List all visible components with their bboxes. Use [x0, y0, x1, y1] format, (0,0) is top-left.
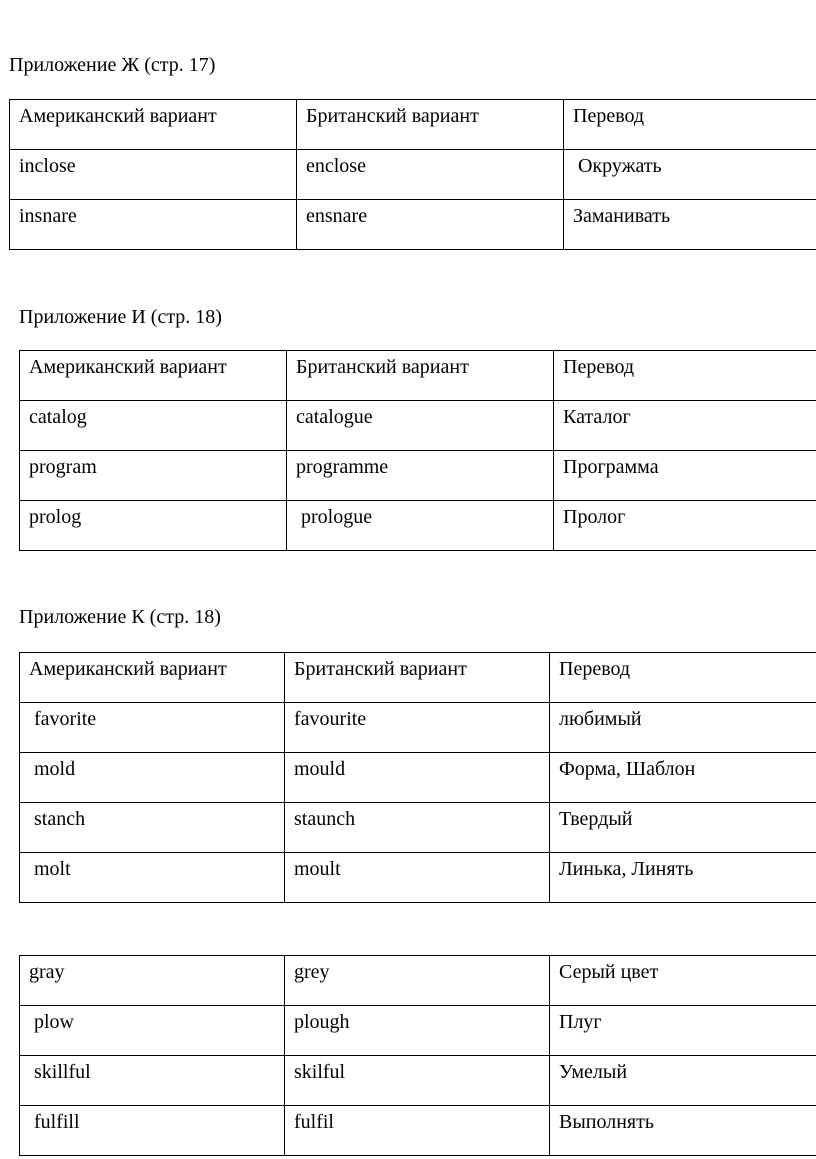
table-cell: [285, 803, 550, 853]
table-cell: [287, 401, 554, 451]
table-cell: [554, 501, 816, 551]
extra-word-table: [19, 955, 816, 1156]
cell-text: Каталог: [563, 406, 631, 428]
header-label: Перевод: [563, 356, 635, 378]
header-label: Перевод: [559, 658, 631, 680]
table-cell: [285, 1056, 550, 1106]
cell-text: Программа: [563, 456, 659, 478]
cell-text: mould: [294, 758, 346, 780]
table-cell: [285, 853, 550, 903]
header-cell-american: [10, 100, 297, 150]
header-label: Американский вариант: [19, 105, 217, 127]
cell-text: prologue: [296, 506, 373, 528]
table-header-row: [20, 351, 816, 401]
header-cell-translation: [550, 653, 816, 703]
table-row: [20, 753, 816, 803]
header-label: Американский вариант: [29, 658, 227, 680]
table-cell: [550, 753, 816, 803]
table-cell: [20, 1006, 285, 1056]
cell-text: grey: [294, 961, 330, 983]
cell-text: insnare: [19, 205, 77, 227]
table-cell: [20, 501, 287, 551]
table-cell: [297, 200, 564, 250]
cell-text: stanch: [29, 808, 86, 830]
table-cell: [554, 401, 816, 451]
table-cell: [550, 1056, 816, 1106]
cell-text: fulfill: [29, 1111, 80, 1133]
table-row: [20, 1106, 816, 1156]
table-row: [20, 1056, 816, 1106]
cell-text: Умелый: [559, 1061, 628, 1083]
table-cell: [287, 451, 554, 501]
cell-text: ensnare: [306, 205, 368, 227]
cell-text: fulfil: [294, 1111, 334, 1133]
cell-text: program: [29, 456, 97, 478]
table-cell: [564, 200, 816, 250]
table-cell: [20, 753, 285, 803]
table-cell: [285, 956, 550, 1006]
table-cell: [285, 753, 550, 803]
cell-text: Заманивать: [573, 205, 671, 227]
table-row: [10, 200, 816, 250]
cell-text: inclose: [19, 155, 76, 177]
table-cell: [20, 1056, 285, 1106]
cell-text: moult: [294, 858, 341, 880]
table-cell: [297, 150, 564, 200]
appendix-i-title: Приложение И (стр. 18): [19, 306, 222, 328]
cell-text: plough: [294, 1011, 350, 1033]
cell-text: catalog: [29, 406, 87, 428]
cell-text: Выполнять: [559, 1111, 654, 1133]
cell-text: любимый: [559, 708, 642, 730]
table-cell: [20, 803, 285, 853]
table-cell: [550, 956, 816, 1006]
table-cell: [285, 1006, 550, 1056]
appendix-k-title: Приложение К (стр. 18): [19, 606, 221, 628]
cell-text: skillful: [29, 1061, 91, 1083]
table-row: [20, 451, 816, 501]
header-cell-translation: [554, 351, 816, 401]
table-row: [20, 703, 816, 753]
header-cell-british: [285, 653, 550, 703]
cell-text: enclose: [306, 155, 366, 177]
cell-text: gray: [29, 961, 65, 983]
header-cell-american: [20, 351, 287, 401]
table-cell: [550, 803, 816, 853]
cell-text: skilful: [294, 1061, 346, 1083]
table-header-row: [20, 653, 816, 703]
table-header-row: [10, 100, 816, 150]
cell-text: mold: [29, 758, 76, 780]
table-cell: [550, 1006, 816, 1056]
table-row: [10, 150, 816, 200]
cell-text: molt: [29, 858, 71, 880]
table-cell: [20, 451, 287, 501]
cell-text: Плуг: [559, 1011, 602, 1033]
cell-text: favorite: [29, 708, 97, 730]
table-row: [20, 1006, 816, 1056]
cell-text: Серый цвет: [559, 961, 659, 983]
header-label: Американский вариант: [29, 356, 227, 378]
table-cell: [20, 853, 285, 903]
table-cell: [20, 703, 285, 753]
table-cell: [564, 150, 816, 200]
cell-text: Твердый: [559, 808, 633, 830]
appendix-zh-title: Приложение Ж (стр. 17): [9, 54, 216, 76]
cell-text: Окружать: [573, 155, 662, 177]
table-row: [20, 501, 816, 551]
table-row: [20, 803, 816, 853]
header-label: Британский вариант: [296, 356, 469, 378]
table-row: [20, 853, 816, 903]
table-cell: [550, 703, 816, 753]
table-cell: [554, 451, 816, 501]
table-row: [20, 401, 816, 451]
cell-text: Линька, Линять: [559, 858, 694, 880]
cell-text: programme: [296, 456, 389, 478]
table-cell: [285, 1106, 550, 1156]
appendix-i-table: [19, 350, 816, 551]
table-row: [20, 956, 816, 1006]
table-cell: [550, 1106, 816, 1156]
table-cell: [550, 853, 816, 903]
appendix-k-table: [19, 652, 816, 903]
table-cell: [20, 956, 285, 1006]
header-label: Перевод: [573, 105, 645, 127]
header-cell-british: [297, 100, 564, 150]
table-cell: [20, 1106, 285, 1156]
cell-text: plow: [29, 1011, 74, 1033]
header-cell-british: [287, 351, 554, 401]
cell-text: staunch: [294, 808, 356, 830]
header-cell-translation: [564, 100, 816, 150]
header-label: Британский вариант: [306, 105, 479, 127]
header-label: Британский вариант: [294, 658, 467, 680]
table-cell: [285, 703, 550, 753]
cell-text: favourite: [294, 708, 367, 730]
cell-text: prolog: [29, 506, 82, 528]
cell-text: Форма, Шаблон: [559, 758, 696, 780]
header-cell-american: [20, 653, 285, 703]
cell-text: Пролог: [563, 506, 626, 528]
appendix-zh-table: [9, 99, 816, 250]
cell-text: catalogue: [296, 406, 373, 428]
table-cell: [287, 501, 554, 551]
table-cell: [10, 150, 297, 200]
table-cell: [10, 200, 297, 250]
table-cell: [20, 401, 287, 451]
